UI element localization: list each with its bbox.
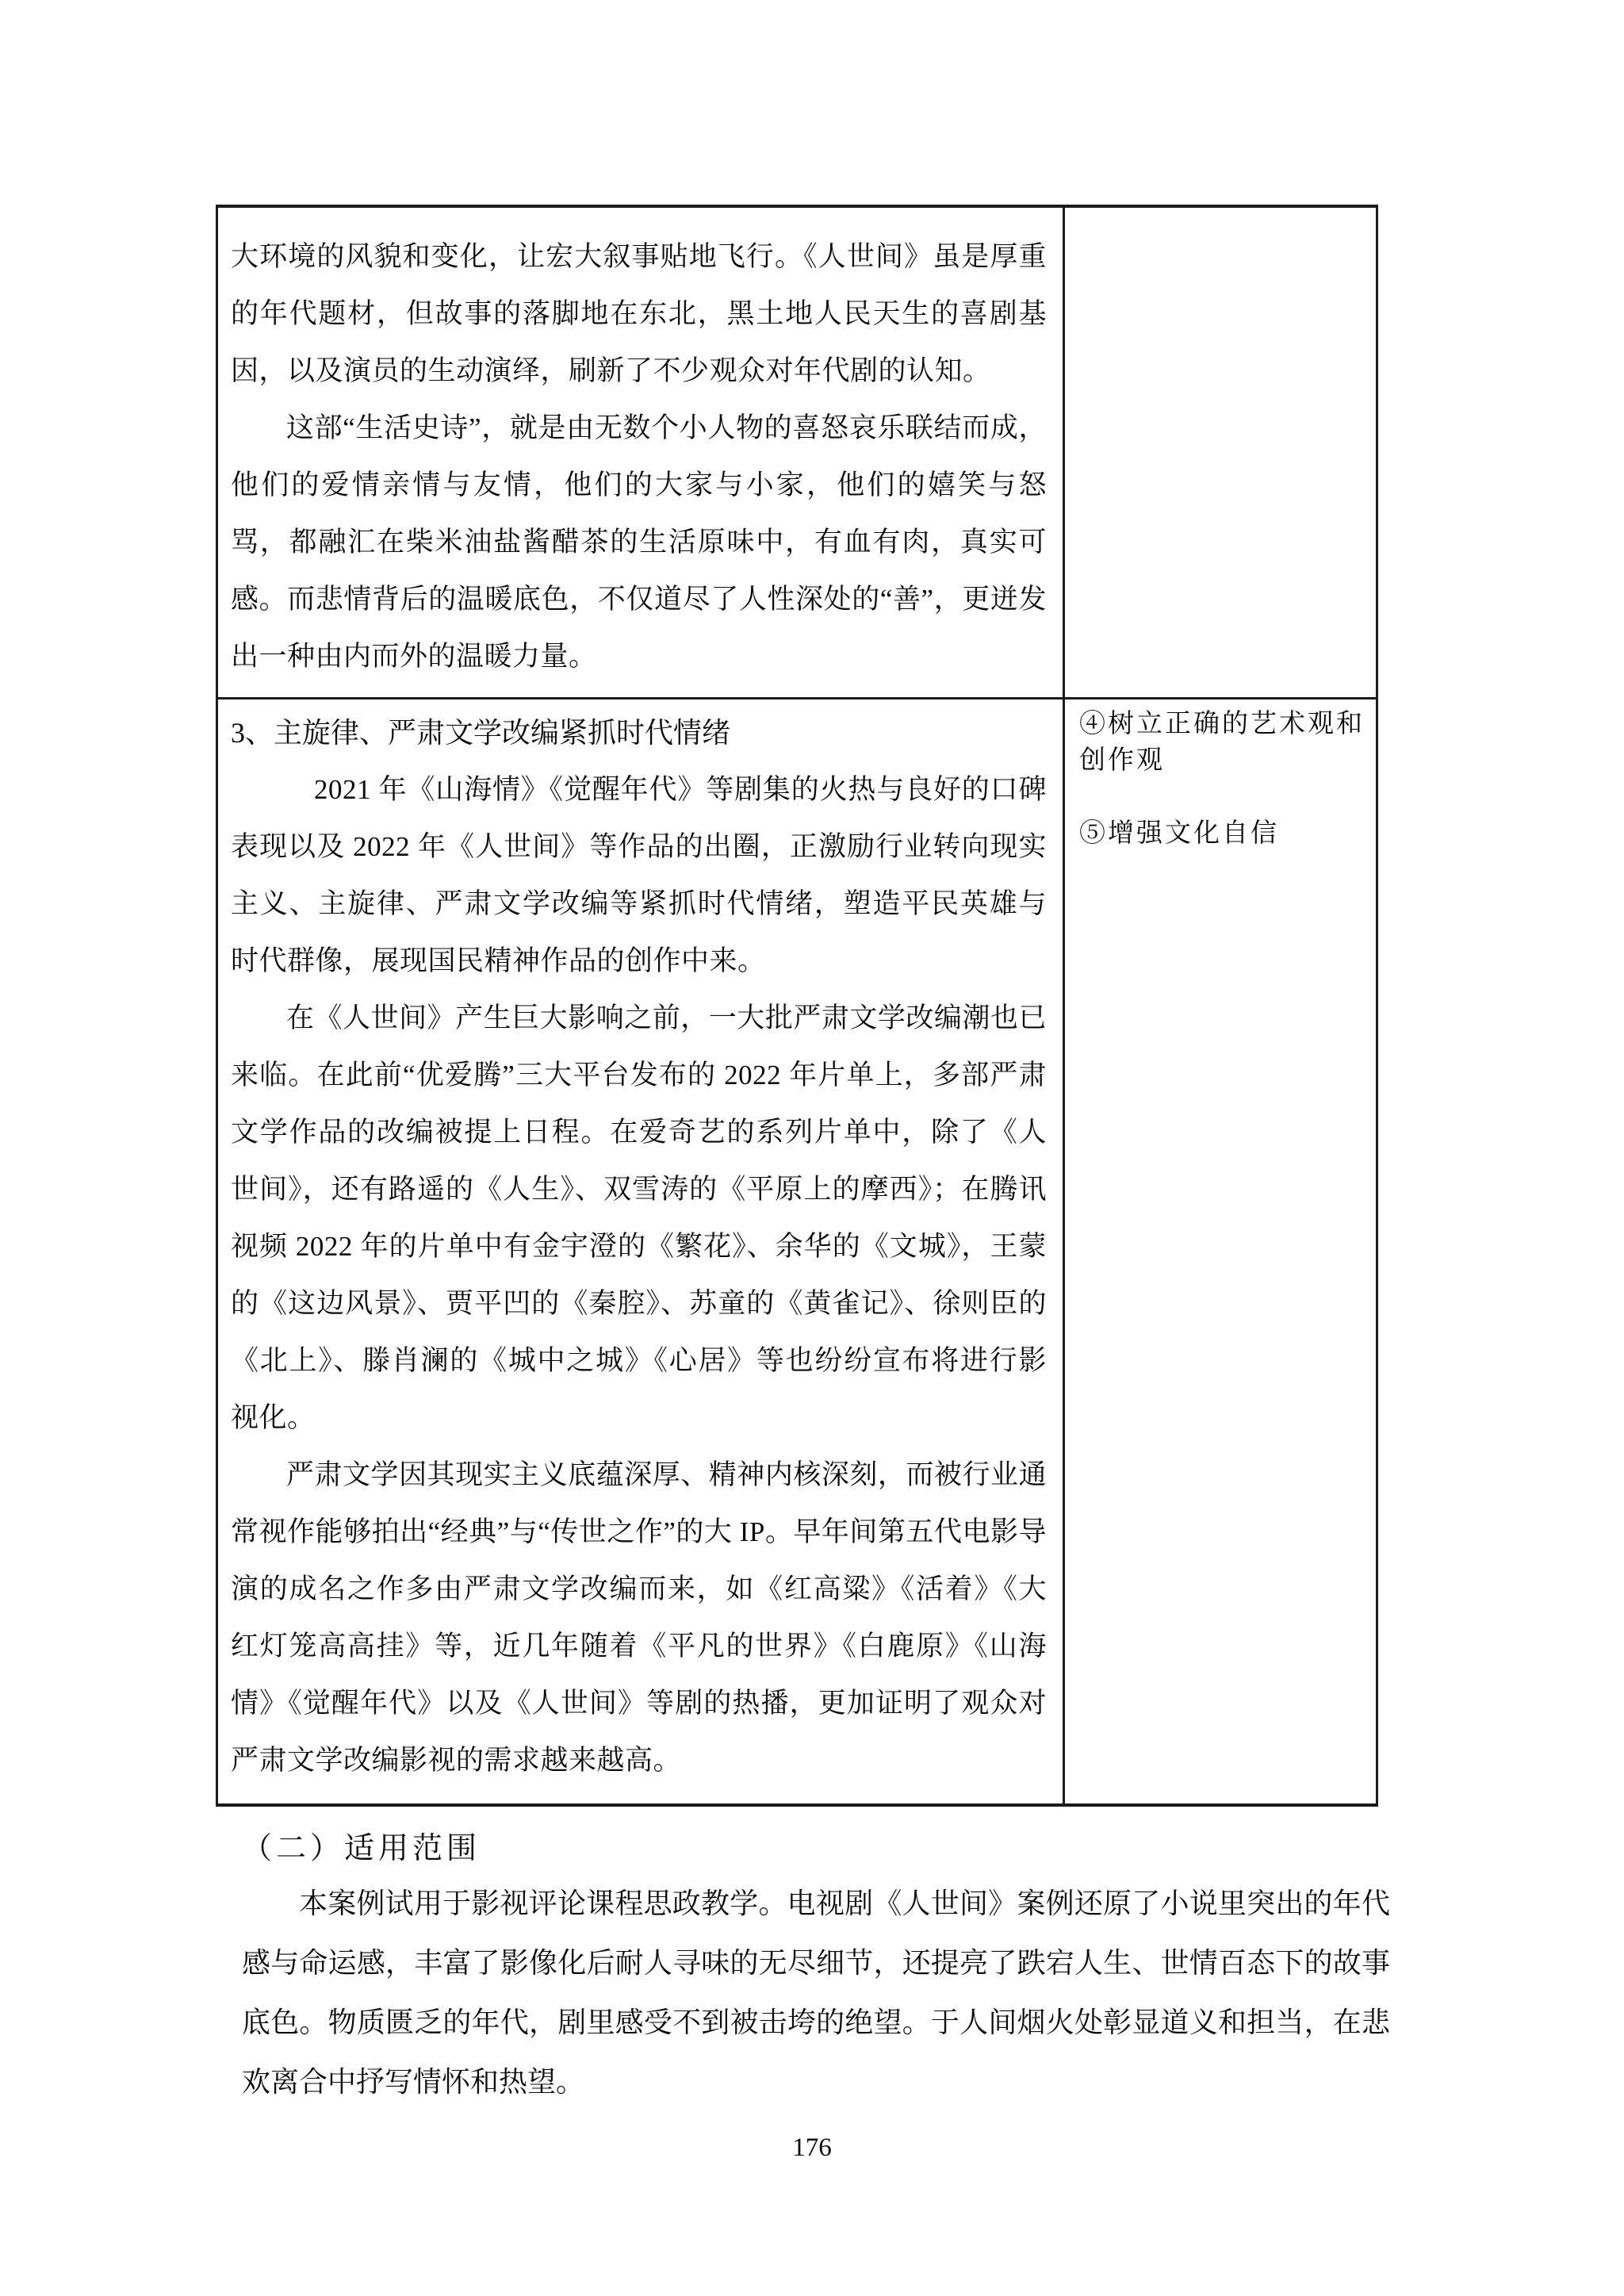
section-paragraph: 本案例试用于影视评论课程思政教学。电视剧《人世间》案例还原了小说里突出的年代感与命运感，丰富了影像化后耐人寻味的无尽细节，还提亮了跌宕人生、世情百态下的故事底色。物质匮乏的年代，剧里感受不到被击垮的绝望。于人间烟火处彰显道义和担当，在悲欢离合中抒写情怀和热望。	[242, 1887, 1390, 2098]
table-cell-body-text	[218, 700, 1065, 1803]
paragraph: 严肃文学因其现实主义底蕴深厚、精神内核深刻，而被行业通常视作能够拍出“经典”与“传世之作”的大 IP。早年间第五代电影导演的成名之作多由严肃文学改编而来，如《红高粱》《活着》《大红灯笼高高挂》等，近几年随着《平凡的世界》《白鹿原》《山海情》《觉醒年代》以及《人世间》等剧的热播，更加证明了观众对严肃文学改编影视的需求越来越高。	[231, 1459, 1047, 1776]
table-cell-annotations	[1065, 700, 1376, 1803]
table-cell-body-text	[218, 208, 1065, 697]
paragraph: 2021 年《山海情》《觉醒年代》等剧集的火热与良好的口碑表现以及 2022 年《人世间》等作品的出圈，正激励行业转向现实主义、主旋律、严肃文学改编等紧抓时代情绪，塑造平民英雄与时代群像，展现国民精神作品的创作中来。	[231, 774, 1047, 976]
annotation-item-4: ④树立正确的艺术观和创作观	[1079, 710, 1365, 775]
table-row	[218, 700, 1376, 1803]
paragraph: 在《人世间》产生巨大影响之前，一大批严肃文学改编潮也已来临。在此前“优爱腾”三大平台发布的 2022 年片单上，多部严肃文学作品的改编被提上日程。在爱奇艺的系列片单中，除了《人世间》，还有路遥的《人生》、双雪涛的《平原上的摩西》；在腾讯视频 2022 年的片单中有金宇澄的《繁花》、余华的《文城》，王蒙的《这边风景》、贾平凹的《秦腔》、苏童的《黄雀记》、徐则臣的《北上》、滕肖澜的《城中之城》《心居》等也纷纷宣布将进行影视化。	[231, 1002, 1047, 1433]
table-row	[218, 208, 1376, 700]
page-number: 176	[792, 2133, 832, 2162]
applicable-scope-section	[242, 1829, 1390, 2111]
table-cell-annotations-empty	[1065, 208, 1376, 697]
paragraph: 大环境的风貌和变化，让宏大叙事贴地飞行。《人世间》虽是厚重的年代题材，但故事的落脚地在东北，黑土地人民天生的喜剧基因，以及演员的生动演绎，刷新了不少观众对年代剧的认知。	[231, 241, 1047, 386]
paragraph: 这部“生活史诗”，就是由无数个小人物的喜怒哀乐联结而成，他们的爱情亲情与友情，他们的大家与小家，他们的嬉笑与怒骂，都融汇在柴米油盐酱醋茶的生活原味中，有血有肉，真实可感。而悲情背后的温暖底色，不仅道尽了人性深处的“善”，更迸发出一种由内而外的温暖力量。	[231, 412, 1047, 672]
annotation-item-5: ⑤增强文化自信	[1079, 819, 1279, 848]
case-study-table	[216, 205, 1378, 1807]
section-heading: （二）适用范围	[242, 1832, 481, 1865]
subsection-heading: 3、主旋律、严肃文学改编紧抓时代情绪	[231, 717, 731, 749]
